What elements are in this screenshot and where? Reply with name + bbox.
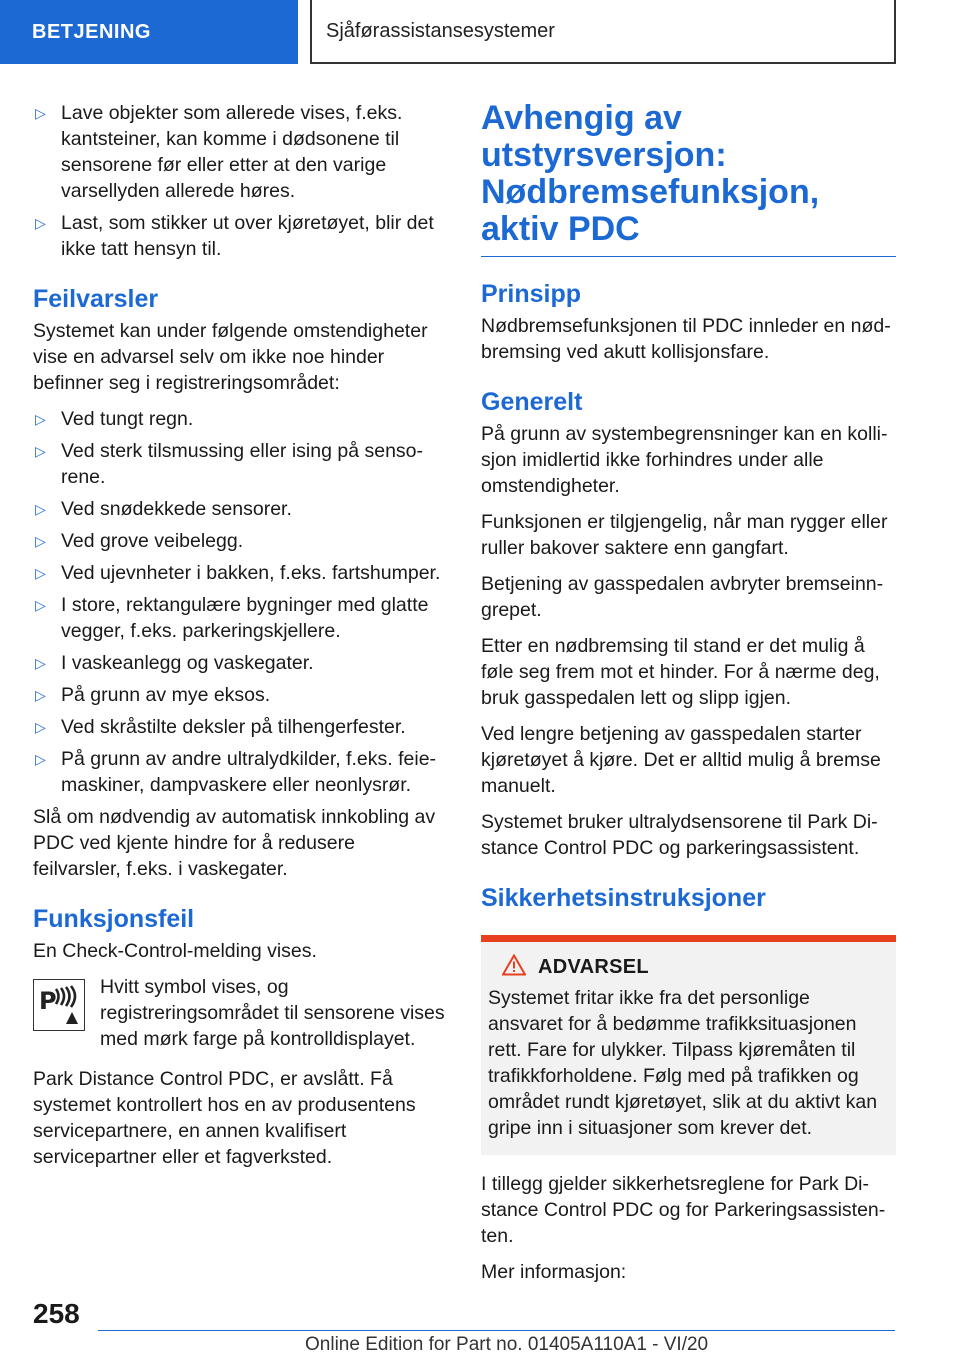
- triangle-bullet-icon: ▷: [35, 411, 46, 427]
- left-column: [33, 100, 448, 1180]
- warning-header: [488, 954, 888, 981]
- list-item: ▷ På grunn av andre ultralydkilder, f.eks. feiemaskiner, dampvaskere eller neonlysrør.: [35, 748, 437, 796]
- symbol-row: [33, 974, 448, 1052]
- triangle-bullet-icon: ▷: [35, 105, 46, 121]
- feilvarsler-text: Systemet kan under følgende omstendigheter vise en advarsel selv om ikke noe hinder befinner seg i registreringsområdet:: [33, 320, 428, 394]
- generelt-para: Betjening av gasspedalen avbryter bremseinngrepet.: [481, 573, 884, 621]
- pdc-sensor-icon: [33, 979, 85, 1031]
- triangle-bullet-icon: ▷: [35, 751, 46, 767]
- footer-divider: [98, 1330, 895, 1331]
- triangle-bullet-icon: ▷: [35, 443, 46, 459]
- symbol-text: Hvitt symbol vises, og registreringsområdet til sensorene vises med mørk farge på kontrolldisplayet.: [100, 976, 445, 1050]
- triangle-bullet-icon: ▷: [35, 655, 46, 671]
- generelt-para: På grunn av systembegrensninger kan en kollisjon imidlertid ikke forhindres under alle omstendigheter.: [481, 423, 888, 497]
- generelt-para: Etter en nødbremsing til stand er det mulig å føle seg frem mot et hinder. For å nærme deg, bruk gasspedalen lett og slipp igjen.: [481, 635, 880, 709]
- triangle-bullet-icon: ▷: [35, 215, 46, 231]
- after-warning-text: I tillegg gjelder sikkerhetsreglene for Park Distance Control PDC og for Parkeringsassistenten.: [481, 1173, 886, 1247]
- list-item: ▷ Lave objekter som allerede vises, f.eks. kantsteiner, kan komme i dødsonene til sensorene før eller etter at den varige varsellyden allerede høres.: [35, 102, 403, 202]
- warning-box: [481, 935, 896, 1155]
- funksjonsfeil-outro: Park Distance Control PDC, er avslått. Få systemet kontrollert hos en av produsentens servicepartnere, en annen kvalifisert servicepartner eller et fagverksted.: [33, 1068, 416, 1168]
- list-item: ▷ Ved sterk tilsmussing eller ising på sensorene.: [35, 440, 424, 488]
- list-item: ▷ Ved tungt regn.: [35, 408, 194, 430]
- list-item: ▷ Last, som stikker ut over kjøretøyet, blir det ikke tatt hensyn til.: [35, 212, 434, 260]
- funksjonsfeil-text: En Check-Control-melding vises.: [33, 940, 317, 962]
- section-tab: BETJENING: [0, 0, 298, 64]
- prinsipp-text: Nødbremsefunksjonen til PDC innleder en nødbremsing ved akutt kollisjonsfare.: [481, 315, 891, 363]
- feilvarsler-outro: Slå om nødvendig av automatisk innkobling av PDC ved kjente hindre for å redusere feilvarsler, f.eks. i vaskegater.: [33, 806, 436, 880]
- triangle-bullet-icon: ▷: [35, 565, 46, 581]
- list-item: ▷ Ved snødekkede sensorer.: [35, 498, 292, 520]
- generelt-para: Funksjonen er tilgjengelig, når man rygger eller ruller bakover saktere enn gangfart.: [481, 511, 888, 559]
- generelt-para: Systemet bruker ultralydsensorene til Park Distance Control PDC og parkeringsassistent.: [481, 811, 878, 859]
- chapter-title: Sjåførassistansesystemer: [310, 0, 896, 64]
- right-column: [481, 100, 896, 1295]
- list-item: ▷ Ved skråstilte deksler på tilhengerfester.: [35, 716, 406, 738]
- list-item: ▷ I vaskeanlegg og vaskegater.: [35, 652, 314, 674]
- intro-list: [33, 100, 448, 262]
- warning-text: Systemet fritar ikke fra det personlige ansvaret for å bedømme trafikksituasjonen rett. Fare for ulykker. Tilpass kjøremåten til trafikkforholdene. Følg med på trafikken og området rundt kjøretøyet, slik at du aktivt kan gripe inn i situasjoner som krever det.: [488, 987, 878, 1139]
- sikkerhet-heading: Sikkerhetsinstruksjoner: [481, 884, 766, 912]
- prinsipp-heading: Prinsipp: [481, 280, 582, 308]
- triangle-bullet-icon: ▷: [35, 719, 46, 735]
- generelt-para: Ved lengre betjening av gasspedalen starter kjøretøyet å kjøre. Det er alltid mulig å bremse manuelt.: [481, 723, 881, 797]
- triangle-bullet-icon: ▷: [35, 533, 46, 549]
- list-item: ▷ Ved ujevnheter i bakken, f.eks. fartshumper.: [35, 562, 441, 584]
- main-title: Avhengig av utstyrsversjon: Nødbremsefunksjon, aktiv PDC: [481, 99, 820, 248]
- page-header: [0, 0, 960, 66]
- list-item: ▷ Ved grove veibelegg.: [35, 530, 244, 552]
- svg-text:P: P: [39, 987, 57, 1015]
- triangle-bullet-icon: ▷: [35, 687, 46, 703]
- footer-edition: Online Edition for Part no. 01405A110A1 - VI/20: [305, 1334, 709, 1355]
- triangle-bullet-icon: ▷: [35, 501, 46, 517]
- warning-label: ADVARSEL: [538, 956, 649, 978]
- triangle-bullet-icon: ▷: [35, 597, 46, 613]
- warning-triangle-icon: [502, 954, 526, 981]
- feilvarsler-heading: Feilvarsler: [33, 285, 159, 313]
- title-divider: [481, 256, 896, 257]
- page-number: 258: [33, 1298, 80, 1329]
- more-info-text: Mer informasjon:: [481, 1261, 627, 1283]
- list-item: ▷ På grunn av mye eksos.: [35, 684, 271, 706]
- feilvarsler-list: [33, 406, 448, 798]
- list-item: ▷ I store, rektangulære bygninger med glatte vegger, f.eks. parkeringskjellere.: [35, 594, 429, 642]
- funksjonsfeil-heading: Funksjonsfeil: [33, 905, 195, 933]
- generelt-heading: Generelt: [481, 388, 583, 416]
